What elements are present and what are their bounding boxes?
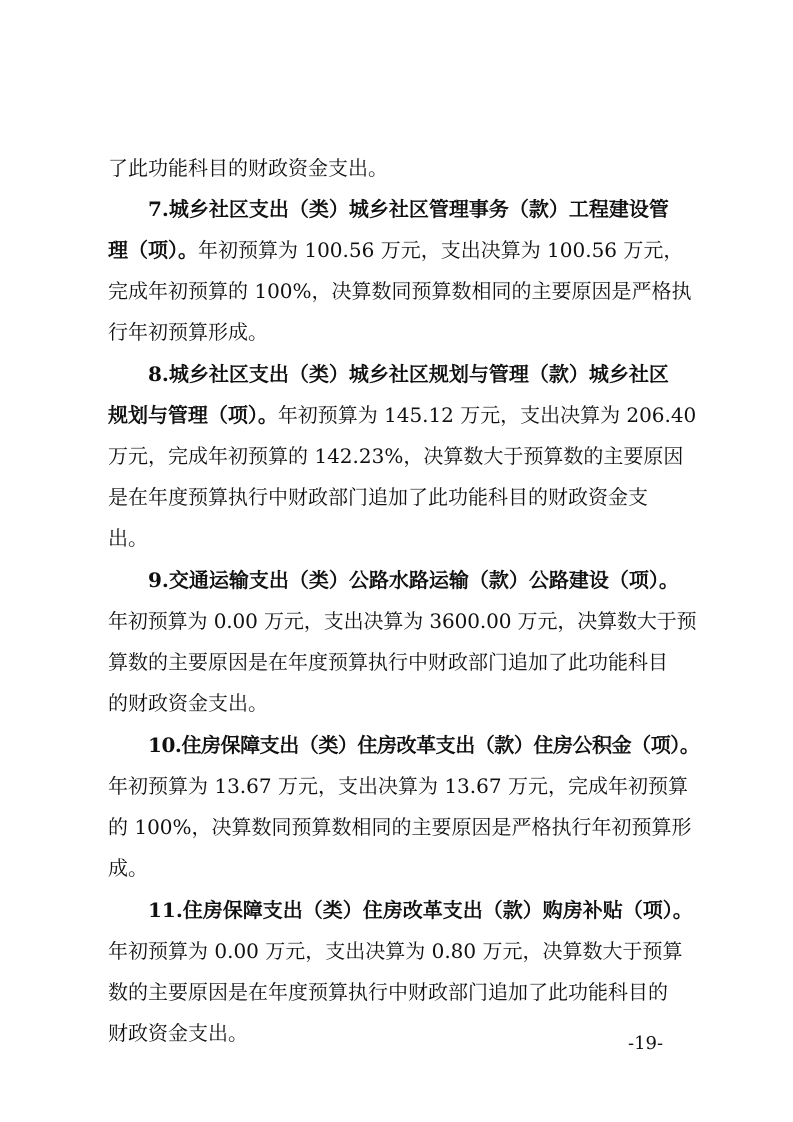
line-text: 年初预算为 145.12 万元，支出决算为 206.40 bbox=[277, 403, 697, 427]
section-heading: 8.城乡社区支出（类）城乡社区规划与管理（款）城乡社区 bbox=[148, 362, 669, 386]
section-heading: 10.住房保障支出（类）住房改革支出（款）住房公积金（项）。 bbox=[148, 733, 700, 757]
paragraph-line bbox=[108, 1015, 696, 1051]
paragraph-line bbox=[108, 479, 696, 515]
line-text: 出。 bbox=[108, 526, 148, 550]
paragraph-line bbox=[108, 438, 696, 474]
section-heading: 7.城乡社区支出（类）城乡社区管理事务（款）工程建设管 bbox=[148, 197, 669, 221]
section-heading-line bbox=[148, 191, 696, 227]
section-heading-line bbox=[148, 356, 696, 392]
paragraph-line bbox=[108, 150, 696, 186]
line-text: 了此功能科目的财政资金支出。 bbox=[108, 156, 388, 180]
section-heading-line bbox=[148, 727, 700, 763]
section-heading-line bbox=[148, 562, 696, 598]
line-text: 财政资金支出。 bbox=[108, 1021, 248, 1045]
paragraph-line bbox=[108, 768, 696, 804]
paragraph-line bbox=[108, 809, 696, 845]
paragraph-line bbox=[108, 232, 696, 268]
line-text: 的财政资金支出。 bbox=[108, 691, 268, 715]
paragraph-line bbox=[108, 603, 696, 639]
line-text: 年初预算为 0.00 万元，支出决算为 0.80 万元，决算数大于预算 bbox=[108, 939, 683, 963]
line-text: 数的主要原因是在年度预算执行中财政部门追加了此功能科目的 bbox=[108, 980, 668, 1004]
paragraph-line bbox=[108, 685, 696, 721]
paragraph-line bbox=[108, 314, 696, 350]
section-heading: 9.交通运输支出（类）公路水路运输（款）公路建设（项）。 bbox=[148, 568, 679, 592]
line-text: 万元，完成年初预算的 142.23%，决算数大于预算数的主要原因 bbox=[108, 444, 684, 468]
line-text: 年初预算为 0.00 万元，支出决算为 3600.00 万元，决算数大于预 bbox=[108, 609, 697, 633]
paragraph-line bbox=[108, 273, 696, 309]
paragraph-line bbox=[108, 520, 696, 556]
paragraph-line bbox=[108, 850, 696, 886]
line-text: 是在年度预算执行中财政部门追加了此功能科目的财政资金支 bbox=[108, 485, 648, 509]
paragraph-line bbox=[108, 397, 696, 433]
page-number: -19- bbox=[628, 1033, 664, 1054]
section-heading-line bbox=[148, 892, 696, 928]
paragraph-line bbox=[108, 974, 696, 1010]
line-text: 年初预算为 100.56 万元，支出决算为 100.56 万元， bbox=[198, 238, 684, 262]
line-text: 行年初预算形成。 bbox=[108, 320, 268, 344]
line-text: 完成年初预算的 100%，决算数同预算数相同的主要原因是严格执 bbox=[108, 279, 692, 303]
paragraph-line bbox=[108, 644, 696, 680]
line-text: 的 100%，决算数同预算数相同的主要原因是严格执行年初预算形 bbox=[108, 815, 692, 839]
section-heading: 11.住房保障支出（类）住房改革支出（款）购房补贴（项）。 bbox=[148, 898, 693, 922]
paragraph-line bbox=[108, 933, 696, 969]
line-text: 年初预算为 13.67 万元，支出决算为 13.67 万元，完成年初预算 bbox=[108, 774, 688, 798]
line-text: 成。 bbox=[108, 856, 148, 880]
section-heading: 规划与管理（项）。 bbox=[108, 403, 278, 427]
section-heading: 理（项）。 bbox=[108, 238, 198, 262]
line-text: 算数的主要原因是在年度预算执行中财政部门追加了此功能科目 bbox=[108, 650, 668, 674]
